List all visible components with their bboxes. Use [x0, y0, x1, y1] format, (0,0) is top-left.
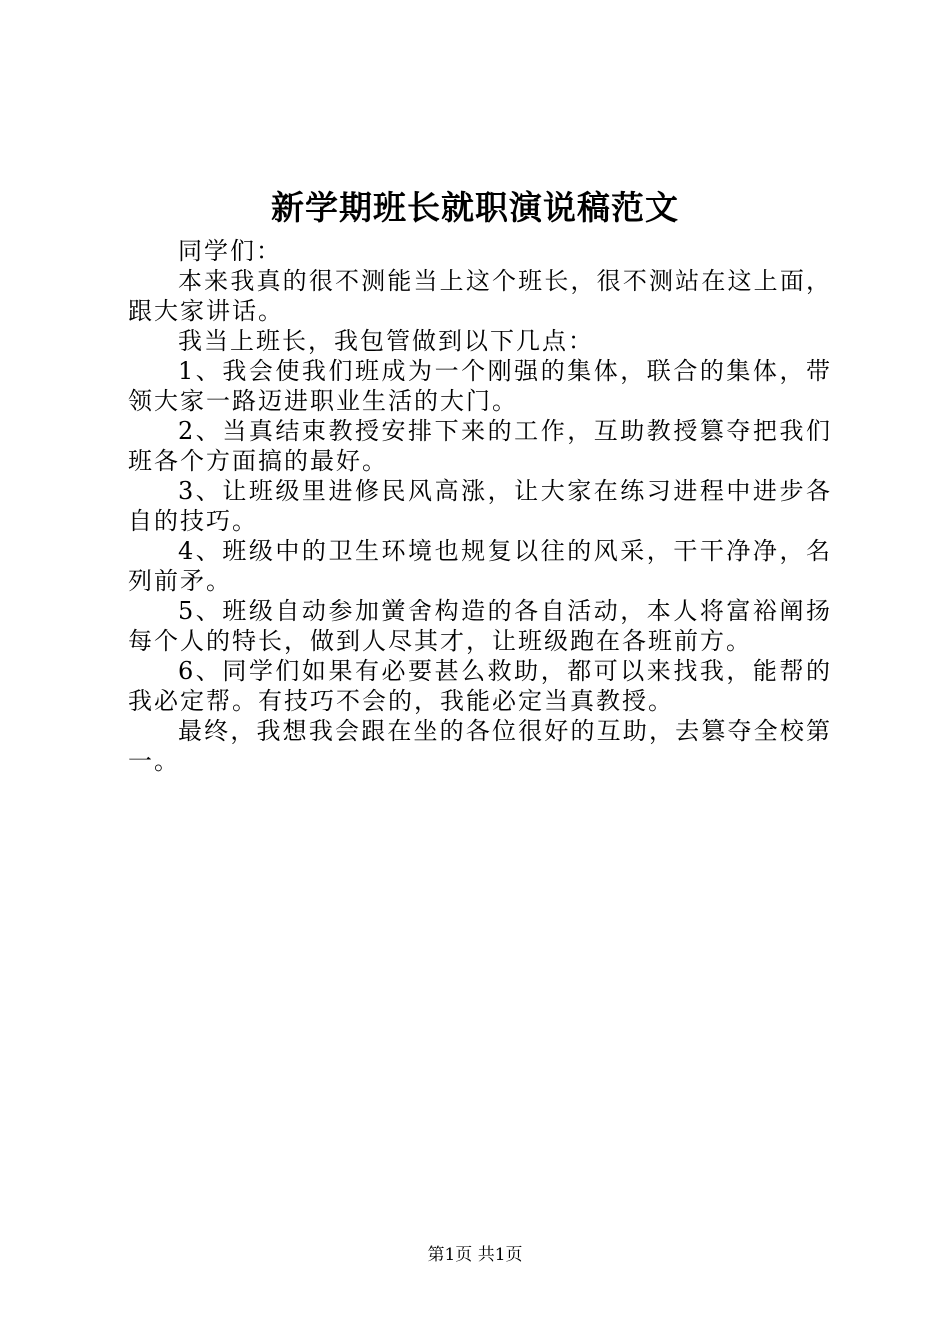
paragraph-greeting: 同学们： [178, 237, 282, 265]
paragraph-point-4: 4、班级中的卫生环境也规复以往的风采，干干净净，名列前矛。 [128, 537, 832, 595]
document-title: 新学期班长就职演说稿范文 [271, 188, 679, 227]
paragraph-point-6: 6、同学们如果有必要甚么救助，都可以来找我，能帮的我必定帮。有技巧不会的，我能必定当真教授。 [128, 657, 832, 715]
page-footer: 第1页 共1页 [427, 1245, 523, 1265]
paragraph-point-3: 3、让班级里进修民风高涨，让大家在练习进程中进步各自的技巧。 [128, 477, 832, 535]
paragraph-point-5: 5、班级自动参加黉舍构造的各自活动，本人将富裕阐扬每个人的特长，做到人尽其才，让班级跑在各班前方。 [128, 597, 832, 655]
paragraph-closing: 最终，我想我会跟在坐的各位很好的互助，去篡夺全校第一。 [128, 717, 832, 775]
paragraph-intro: 本来我真的很不测能当上这个班长，很不测站在这上面，跟大家讲话。 [128, 267, 832, 325]
paragraph-promise: 我当上班长，我包管做到以下几点： [178, 327, 594, 355]
paragraph-point-1: 1、我会使我们班成为一个刚强的集体，联合的集体，带领大家一路迈进职业生活的大门。 [128, 357, 832, 415]
paragraph-point-2: 2、当真结束教授安排下来的工作，互助教授篡夺把我们班各个方面搞的最好。 [128, 417, 832, 475]
document-body [128, 236, 832, 776]
